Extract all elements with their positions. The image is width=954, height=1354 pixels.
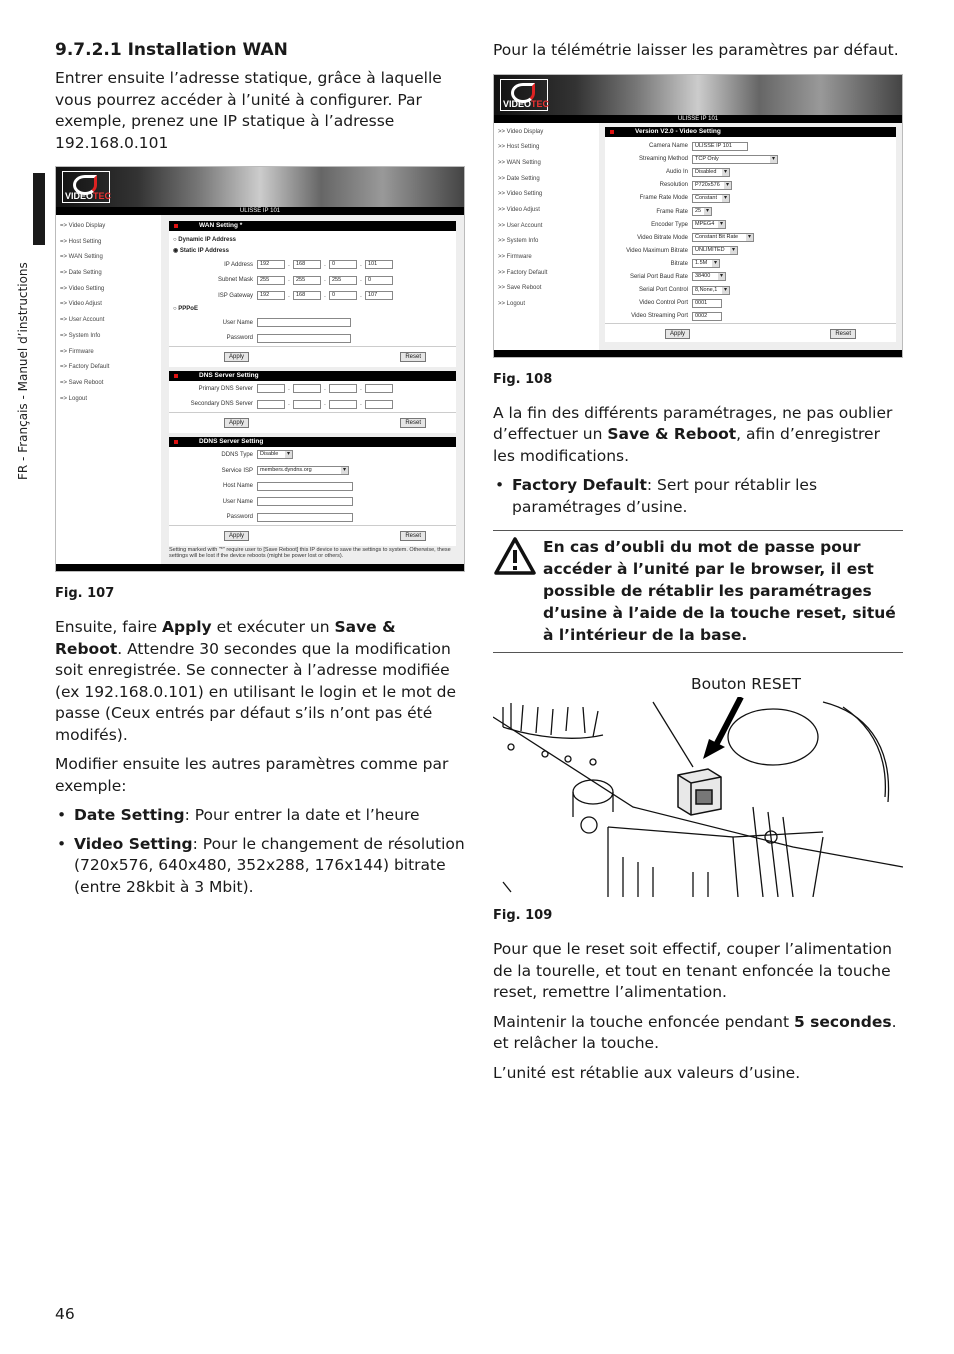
menu-item[interactable]: >> System Info <box>498 238 539 245</box>
mask-octet-3[interactable]: 255 <box>329 276 357 285</box>
video-field-select[interactable]: Disabled ▾ <box>692 168 730 177</box>
figure-109-illustration <box>493 675 903 900</box>
menu-item[interactable]: => User Account <box>60 317 105 324</box>
menu-item[interactable]: => Factory Default <box>60 364 110 371</box>
pdns-3[interactable] <box>329 384 357 393</box>
menu-item[interactable]: >> Firmware <box>498 254 532 260</box>
apply-button[interactable]: Apply <box>665 329 690 339</box>
intro-paragraph: Entrer ensuite l’adresse statique, grâce à laquelle vous pourrez accéder à l’unité à configurer. Par exemple, prenez une IP statique à l’adresse 192.168.0.101 <box>55 69 442 152</box>
menu-item[interactable]: => Date Setting <box>60 270 102 277</box>
device-title: ULISSE IP 101 <box>494 115 902 123</box>
bullet-factory-default: • Factory Default: Sert pour rétablir les paramétrages d’usine. <box>493 475 903 518</box>
ip-address-row: IP Address 192 . 168 . 0 . 101 <box>169 257 456 273</box>
reset-button[interactable]: Reset <box>830 329 856 339</box>
wan-panel <box>169 221 456 367</box>
figure-107-screenshot <box>55 166 465 572</box>
right-column <box>493 40 903 1092</box>
video-setting-panel <box>605 127 896 342</box>
ip-octet-2[interactable]: 168 <box>293 260 321 269</box>
video-field-select[interactable]: 25 ▾ <box>692 207 712 216</box>
web-content <box>599 123 902 350</box>
menu-item[interactable]: => Logout <box>60 395 88 402</box>
apply-paragraph: Ensuite, faire Apply et exécuter un Save & Reboot. Attendre 30 secondes que la modification soit enregistrée. Se connecter à l’adresse modifiée (ex 192.168.0.101) en utilisant le login et le mot de passe (Ceux entrés par défaut s’ils n’ont pas été modifés). <box>55 618 457 744</box>
reset-button[interactable]: Reset <box>400 531 426 541</box>
ddns-panel-head: DDNS Server Setting <box>169 437 456 447</box>
menu-item[interactable]: => Video Adjust <box>60 301 102 308</box>
settings-note: Setting marked with "*" require user to [Save Reboot] this IP device to save the settings to system. Otherwise, these settings will be lost if the device reboots (might be power lost or others). <box>169 547 451 560</box>
ddns-user-input[interactable] <box>257 497 353 506</box>
video-field-select[interactable]: UNLIMITED ▾ <box>692 246 738 255</box>
secondary-dns-row: Secondary DNS Server . . . <box>169 397 456 413</box>
video-field-input[interactable]: 0001 <box>692 299 722 308</box>
video-field-row: Resolution P720x576 ▾ <box>605 179 896 192</box>
reset-drawing <box>493 697 903 897</box>
gw-octet-3[interactable]: 0 <box>329 291 357 300</box>
ddns-host-input[interactable] <box>257 482 353 491</box>
device-title: ULISSE IP 101 <box>56 207 464 215</box>
ip-octet-1[interactable]: 192 <box>257 260 285 269</box>
video-field-select[interactable]: 8,None,1 ▾ <box>692 286 730 295</box>
bullet-video-setting: • Video Setting: Pour le changement de résolution (720x576, 640x480, 352x288, 176x144) bitrate (entre 28kbit à 3 Mbit). <box>55 834 465 899</box>
menu-item[interactable]: >> Host Setting <box>498 144 540 151</box>
isp-gateway-row: ISP Gateway 192 . 168 . 0 . 107 <box>169 288 456 304</box>
menu-item[interactable]: >> WAN Setting <box>498 159 541 166</box>
video-field-row: Video Streaming Port 0002 <box>605 310 896 323</box>
service-isp-row: Service ISP members.dyndns.org ▾ <box>169 463 456 479</box>
web-content <box>161 215 464 564</box>
telemetry-paragraph: Pour la télémétrie laisser les paramètres par défaut. <box>493 41 899 59</box>
ddns-user-row: User Name <box>169 494 456 510</box>
sdns-4[interactable] <box>365 400 393 409</box>
pppoe-user-row: User Name <box>169 315 456 331</box>
warning-text: En cas d’oubli du mot de passe pour accéder à l’unité par le browser, il est possible de rétablir les paramétrages d’usine à l’aide de la touche reset, situé à l’intérieur de la base. <box>543 538 896 645</box>
web-menu <box>56 215 161 564</box>
wan-panel-head: WAN Setting * <box>169 221 456 231</box>
ip-octet-3[interactable]: 0 <box>329 260 357 269</box>
video-field-select[interactable]: MPEG4 ▾ <box>692 220 726 229</box>
ddns-host-row: Host Name <box>169 478 456 494</box>
web-menu <box>494 123 599 350</box>
video-field-row: Streaming Method TCP Only ▾ <box>605 153 896 166</box>
menu-item[interactable]: => Firmware <box>60 348 94 355</box>
apply-button[interactable]: Apply <box>224 418 249 428</box>
menu-item[interactable]: >> Video Setting <box>498 191 543 198</box>
videotec-logo: VIDEOTEC <box>500 79 548 111</box>
sdns-3[interactable] <box>329 400 357 409</box>
mask-octet-4[interactable]: 0 <box>365 276 393 285</box>
hold-paragraph: Maintenir la touche enfoncée pendant 5 secondes. et relâcher la touche. <box>493 1012 897 1053</box>
reset-button-label: Bouton RESET <box>691 675 801 694</box>
subnet-mask-row: Subnet Mask 255 . 255 . 255 . 0 <box>169 273 456 289</box>
pppoe-pass-row: Password <box>169 330 456 346</box>
ddns-panel <box>169 437 456 546</box>
video-field-row: Encoder Type MPEG4 ▾ <box>605 218 896 231</box>
video-field-row: Video Maximum Bitrate UNLIMITED ▾ <box>605 244 896 257</box>
apply-button[interactable]: Apply <box>224 531 249 541</box>
video-field-row: Serial Port Baud Rate 38400 ▾ <box>605 270 896 283</box>
pdns-4[interactable] <box>365 384 393 393</box>
mask-octet-2[interactable]: 255 <box>293 276 321 285</box>
menu-item[interactable]: >> Video Display <box>498 128 544 135</box>
dynamic-ip-radio[interactable]: ○ Dynamic IP Address <box>173 237 236 243</box>
menu-item[interactable]: => System Info <box>60 332 101 339</box>
restored-paragraph: L’unité est rétablie aux valeurs d’usine. <box>493 1063 801 1082</box>
menu-item[interactable]: => Save Reboot <box>60 379 104 386</box>
pppoe-radio[interactable]: ○ PPPoE <box>173 305 198 312</box>
ddns-pass-input[interactable] <box>257 513 353 522</box>
menu-item[interactable]: => WAN Setting <box>60 254 103 261</box>
bullet-date-setting: • Date Setting: Pour entrer la date et l’heure <box>55 805 465 827</box>
static-ip-radio[interactable]: ◉ Static IP Address <box>173 248 229 254</box>
gw-octet-4[interactable]: 107 <box>365 291 393 300</box>
video-field-row: Frame Rate 25 ▾ <box>605 205 896 218</box>
figure-109-label: Fig. 109 <box>493 908 553 924</box>
section-heading: 9.7.2.1 Installation WAN <box>55 40 288 60</box>
video-panel-head: Version V2.0 - Video Setting <box>605 127 896 137</box>
menu-item[interactable]: >> User Account <box>498 222 543 229</box>
video-field-row: Frame Rate Mode Constant ▾ <box>605 192 896 205</box>
videotec-logo: VIDEOTEC <box>62 171 110 203</box>
pppoe-user-input[interactable] <box>257 318 351 327</box>
ddns-type-select[interactable]: Disable ▾ <box>257 450 293 459</box>
save-reboot-paragraph: A la fin des différents paramétrages, ne pas oublier d’effectuer un Save & Reboot, afin d’enregistrer les modifications. <box>493 403 893 465</box>
dns-panel <box>169 371 456 433</box>
video-field-row: Serial Port Control 8,None,1 ▾ <box>605 284 896 297</box>
figure-108-label: Fig. 108 <box>493 371 553 387</box>
modify-paragraph: Modifier ensuite les autres paramètres comme par exemple: <box>55 755 449 795</box>
video-field-row: Audio In Disabled ▾ <box>605 166 896 179</box>
left-column <box>55 40 465 905</box>
menu-item[interactable]: => Host Setting <box>60 238 102 245</box>
menu-item[interactable]: >> Logout <box>498 301 526 308</box>
video-field-select[interactable]: P720x576 ▾ <box>692 181 732 190</box>
web-banner <box>494 75 902 115</box>
ip-octet-4[interactable]: 101 <box>365 260 393 269</box>
ddns-pass-row: Password <box>169 510 456 526</box>
gw-octet-1[interactable]: 192 <box>257 291 285 300</box>
video-field-row: Video Bitrate Mode Constant Bit Rate ▾ <box>605 231 896 244</box>
menu-item[interactable]: >> Video Adjust <box>498 206 540 213</box>
video-field-select[interactable]: Constant ▾ <box>692 194 730 203</box>
side-tab-label: FR - Français - Manuel d’instructions <box>16 262 30 480</box>
mask-octet-1[interactable]: 255 <box>257 276 285 285</box>
video-field-select[interactable]: 1.5M ▾ <box>692 259 720 268</box>
video-field-select[interactable]: 38400 ▾ <box>692 272 726 281</box>
video-field-row: Bitrate 1.5M ▾ <box>605 257 896 270</box>
video-field-row: Video Control Port 0001 <box>605 297 896 310</box>
side-tab-marker <box>33 173 45 245</box>
sdns-1[interactable] <box>257 400 285 409</box>
video-field-input[interactable]: ULISSE IP 101 <box>692 142 748 151</box>
video-field-select[interactable]: Constant Bit Rate ▾ <box>692 233 754 242</box>
service-isp-select[interactable]: members.dyndns.org ▾ <box>257 466 349 475</box>
warning-icon <box>493 536 543 646</box>
menu-item[interactable]: >> Save Reboot <box>498 285 542 292</box>
menu-item[interactable]: >> Factory Default <box>498 269 548 276</box>
menu-item[interactable]: => Video Display <box>60 223 106 229</box>
dns-panel-head: DNS Server Setting <box>169 371 456 381</box>
reset-button[interactable]: Reset <box>400 352 426 362</box>
pppoe-pass-input[interactable] <box>257 334 351 343</box>
warning-box <box>493 530 903 653</box>
figure-108-screenshot <box>493 74 903 358</box>
reset-procedure-paragraph: Pour que le reset soit effectif, couper l’alimentation de la tourelle, et tout en tenant enfoncée la touche reset, remettre l’alimentation. <box>493 940 892 1002</box>
pdns-1[interactable] <box>257 384 285 393</box>
menu-item[interactable]: >> Date Setting <box>498 175 540 182</box>
sdns-2[interactable] <box>293 400 321 409</box>
gw-octet-2[interactable]: 168 <box>293 291 321 300</box>
figure-107-label: Fig. 107 <box>55 586 115 602</box>
apply-button[interactable]: Apply <box>224 352 249 362</box>
ddns-type-row: DDNS Type Disable ▾ <box>169 447 456 463</box>
video-field-input[interactable]: 0002 <box>692 312 722 321</box>
video-field-row: Camera Name ULISSE IP 101 <box>605 140 896 153</box>
pdns-2[interactable] <box>293 384 321 393</box>
web-banner <box>56 167 464 207</box>
primary-dns-row: Primary DNS Server . . . <box>169 381 456 397</box>
page-number: 46 <box>55 1305 75 1323</box>
reset-button[interactable]: Reset <box>400 418 426 428</box>
menu-item[interactable]: => Video Setting <box>60 285 105 292</box>
video-field-select[interactable]: TCP Only ▾ <box>692 155 778 164</box>
